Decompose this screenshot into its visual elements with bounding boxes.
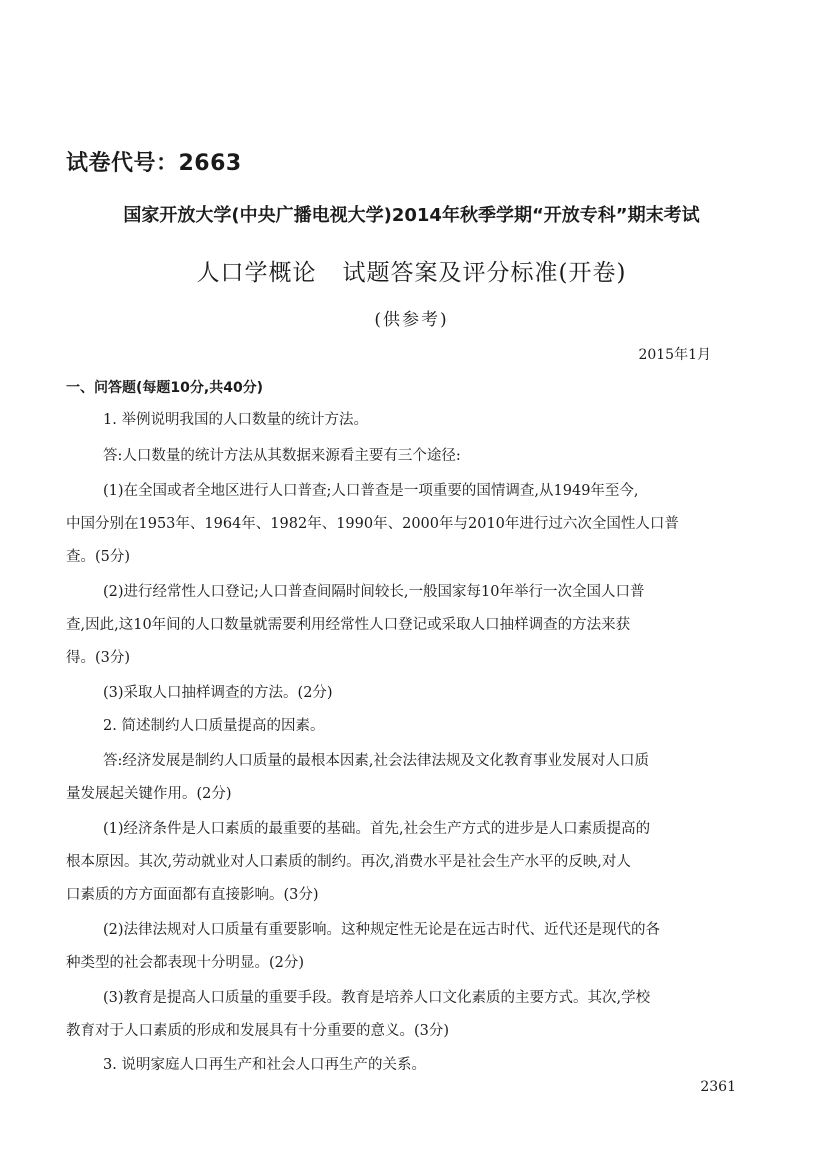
question-3: 3. 说明家庭人口再生产和社会人口再生产的关系。 bbox=[103, 1057, 426, 1073]
answer-1-point-1-line-2: 中国分别在1953年、1964年、1982年、1990年、2000年与2010年进行过六次全国性人口普 bbox=[66, 516, 679, 532]
question-1: 1. 举例说明我国的人口数量的统计方法。 bbox=[103, 412, 368, 428]
answer-2-point-3-line-1: (3)教育是提高人口质量的重要手段。教育是培养人口文化素质的主要方式。其次,学校 bbox=[103, 990, 651, 1006]
answer-2-point-3-line-2: 教育对于人口素质的形成和发展具有十分重要的意义。(3分) bbox=[66, 1023, 450, 1039]
answer-2-point-2-line-1: (2)法律法规对人口质量有重要影响。这种规定性无论是在远古时代、近代还是现代的各 bbox=[103, 922, 661, 938]
answer-1-point-1-line-3: 查。(5分) bbox=[66, 549, 131, 565]
answer-1-point-2-line-3: 得。(3分) bbox=[66, 650, 131, 666]
answer-2-point-1-line-1: (1)经济条件是人口素质的最重要的基础。首先,社会生产方式的进步是人口素质提高的 bbox=[103, 821, 651, 837]
document-title bbox=[0, 254, 823, 287]
answer-2-intro-line-1: 答:经济发展是制约人口质量的最根本因素,社会法律法规及文化教育事业发展对人口质 bbox=[103, 753, 649, 769]
answer-1-point-3: (3)采取人口抽样调查的方法。(2分) bbox=[103, 685, 333, 701]
answer-1-intro: 答:人口数量的统计方法从其数据来源看主要有三个途径: bbox=[103, 448, 461, 464]
section-heading: 一、问答题(每题10分,共40分) bbox=[66, 380, 264, 396]
page-number: 2361 bbox=[700, 1079, 736, 1095]
answer-2-point-2-line-2: 种类型的社会都表现十分明显。(2分) bbox=[66, 955, 305, 971]
university-exam-title: 国家开放大学(中央广播电视大学)2014年秋季学期“开放专科”期末考试 bbox=[123, 205, 700, 226]
exam-date: 2015年1月 bbox=[638, 347, 711, 363]
answer-1-point-2-line-1: (2)进行经常性人口登记;人口普查间隔时间较长,一般国家每10年举行一次全国人口普 bbox=[103, 584, 645, 600]
exam-code: 试卷代号：2663 bbox=[66, 151, 242, 176]
answer-1-point-1-line-1: (1)在全国或者全地区进行人口普查;人口普查是一项重要的国情调查,从1949年至今, bbox=[103, 483, 639, 499]
reference-note: (供参考) bbox=[374, 310, 449, 330]
course-name: 人口学概论 bbox=[196, 260, 317, 286]
answer-2-point-1-line-3: 口素质的方方面面都有直接影响。(3分) bbox=[66, 887, 319, 903]
answer-1-point-2-line-2: 查,因此,这10年间的人口数量就需要利用经常性人口登记或采取人口抽样调查的方法来获 bbox=[66, 617, 631, 633]
answer-2-intro-line-2: 量发展起关键作用。(2分) bbox=[66, 786, 232, 802]
question-2: 2. 简述制约人口质量提高的因素。 bbox=[103, 718, 325, 734]
answer-2-point-1-line-2: 根本原因。其次,劳动就业对人口素质的制约。再次,消费水平是社会生产水平的反映,对人 bbox=[66, 854, 631, 870]
answer-standard-title: 试题答案及评分标准(开卷) bbox=[342, 260, 627, 286]
